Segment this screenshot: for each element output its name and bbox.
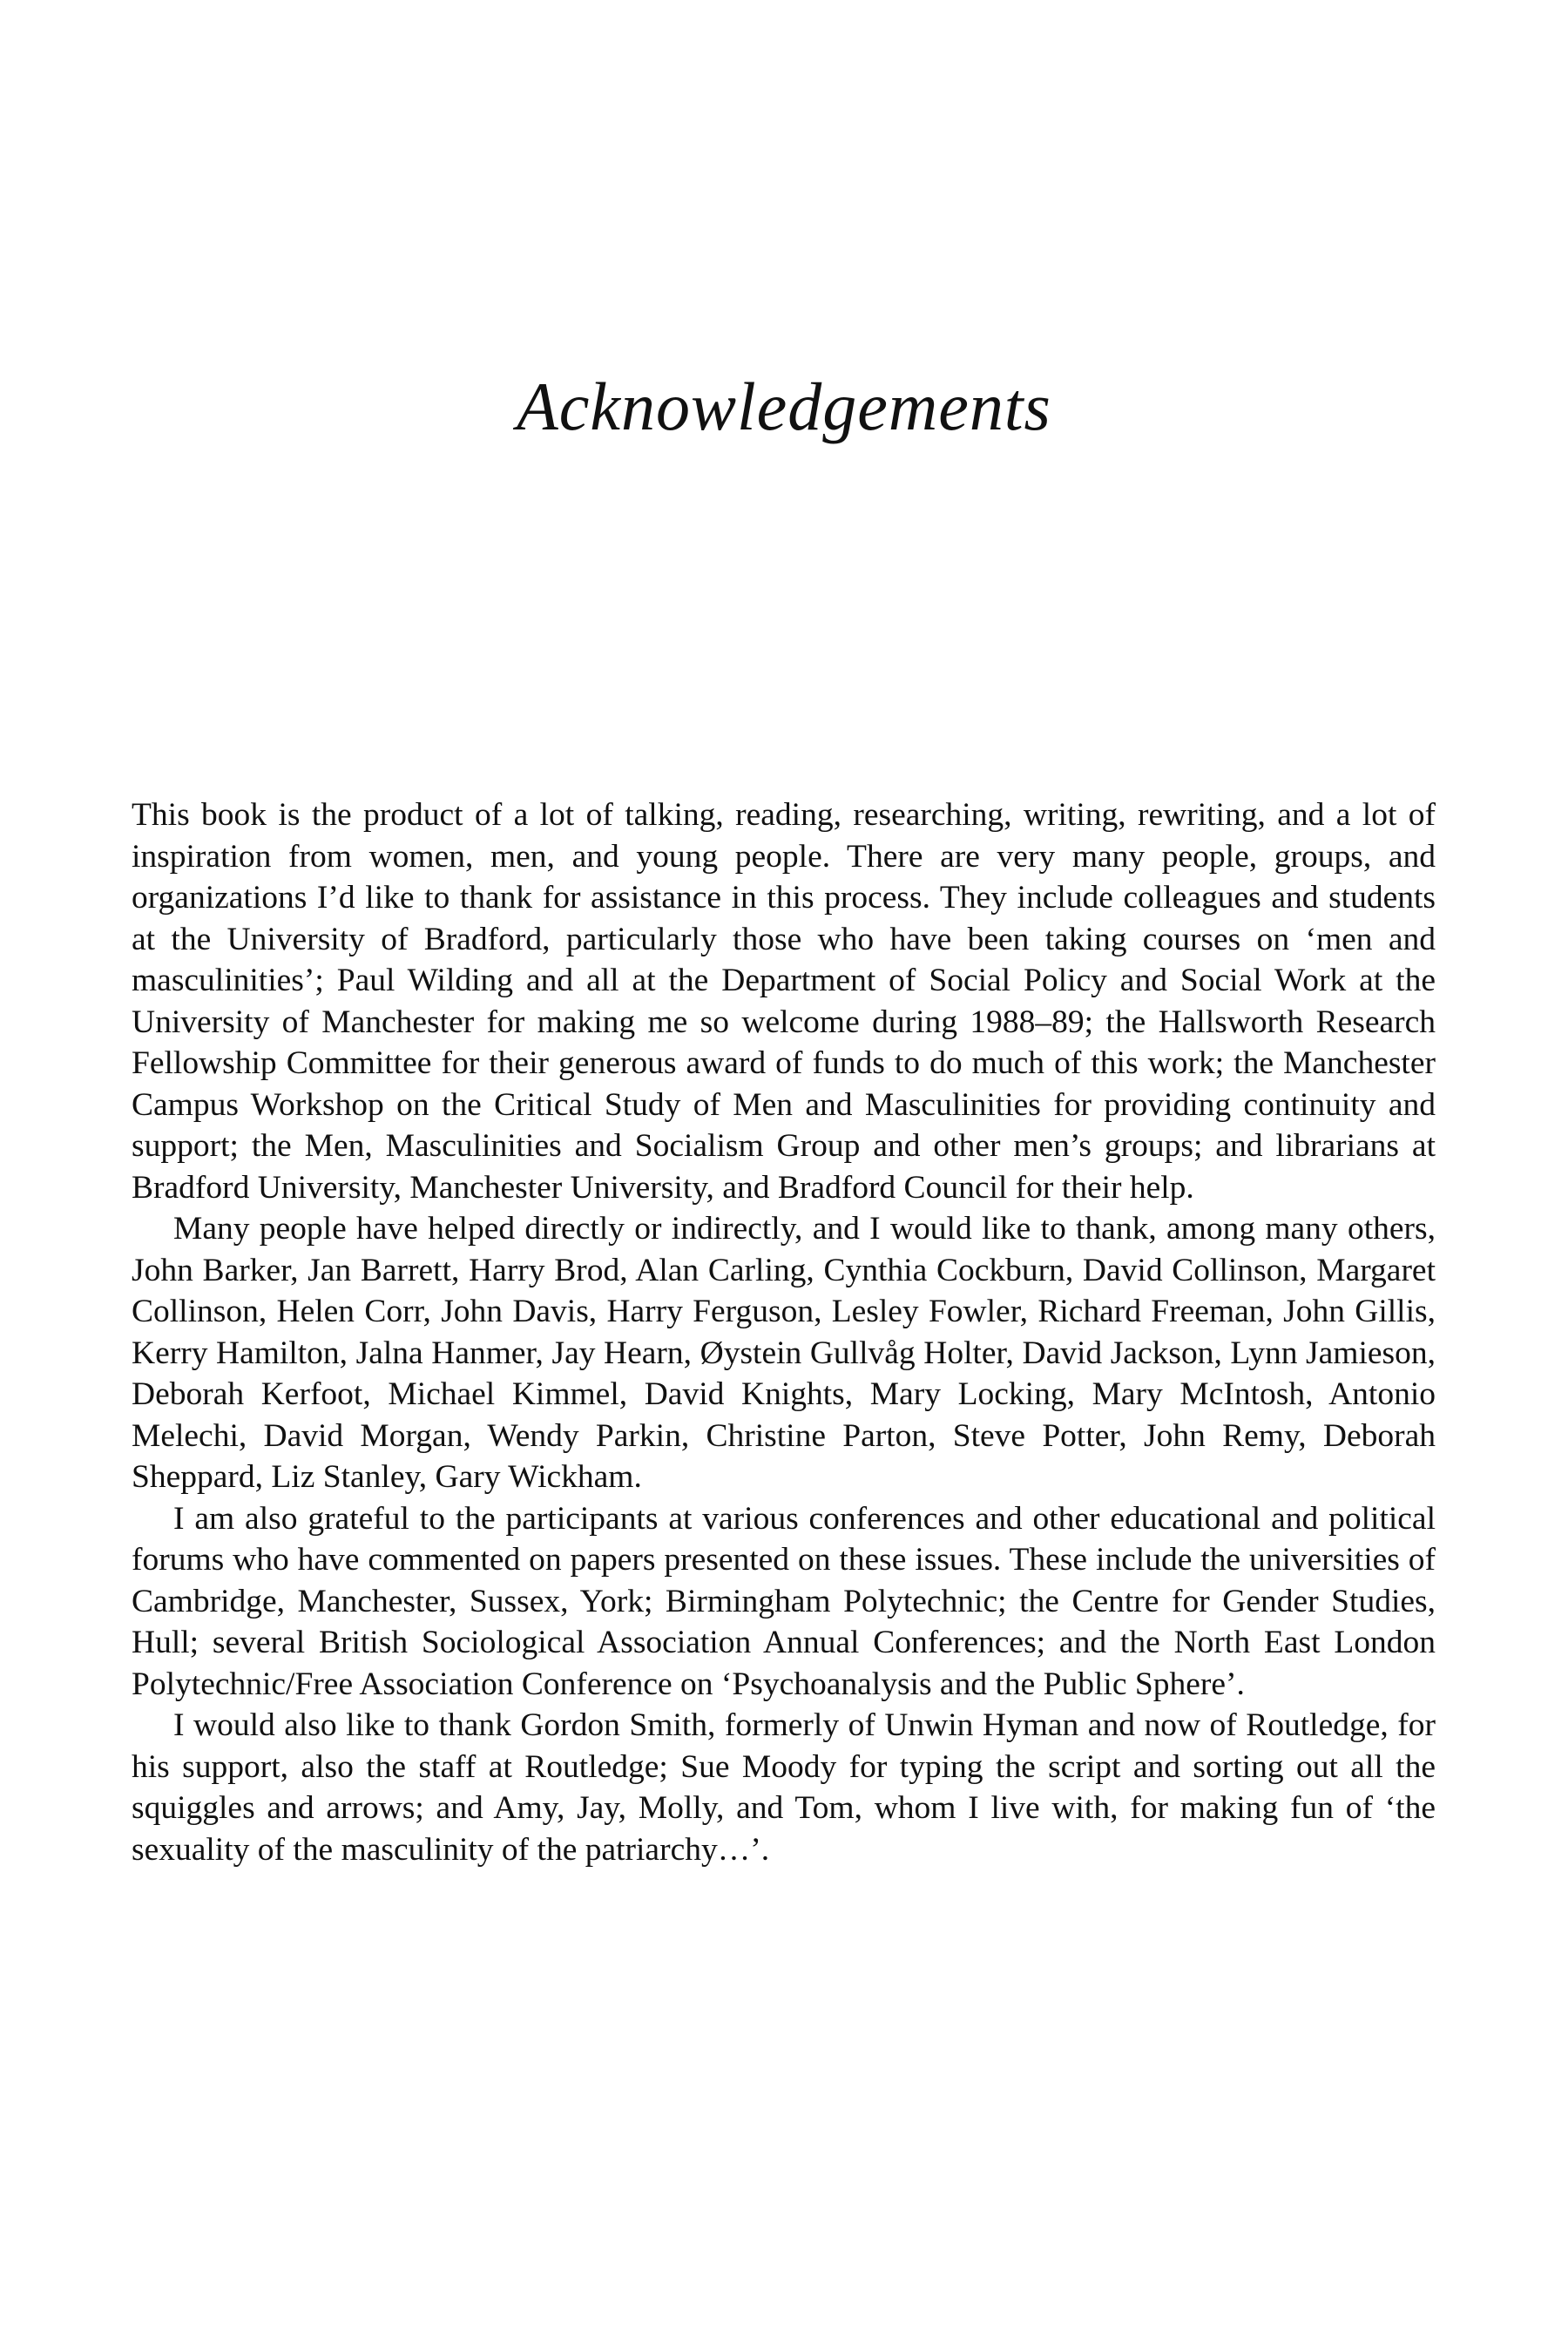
paragraph-institutions: This book is the product of a lot of talking, reading, researching, writing, rewriting, and a lot of inspiration from women, men, and young people. There are very many people, groups, and organizations I’d like to thank for assistance in this process. They include colleagues and students at the University of Bradford, particularly those who have been taking courses on ‘men and masculinities’; Paul Wilding and all at the Department of Social Policy and Social Work at the University of Manchester for making me so welcome during 1988–89; the Hallsworth Research Fellowship Committee for their generous award of funds to do much of this work; the Manchester Campus Workshop on the Critical Study of Men and Masculinities for providing continuity and support; the Men, Masculinities and Socialism Group and other men’s groups; and librarians at Bradford University, Manchester University, and Bradford Council for their help. (132, 797, 1436, 1206)
paragraph-people: Many people have helped directly or indirectly, and I would like to thank, among many others, John Barker, Jan Barrett, Harry Brod, Alan Carling, Cynthia Cockburn, David Collinson, Margaret Collinson, Helen Corr, John Davis, Harry Ferguson, Lesley Fowler, Richard Freeman, John Gillis, Kerry Hamilton, Jalna Hanmer, Jay Hearn, Øystein Gullvåg Holter, David Jackson, Lynn Jamieson, Deborah Kerfoot, Michael Kimmel, David Knights, Mary Locking, Mary McIntosh, Antonio Melechi, David Morgan, Wendy Parkin, Christine Parton, Steve Potter, John Remy, Deborah Sheppard, Liz Stanley, Gary Wickham. (132, 1211, 1436, 1495)
page-title: Acknowledgements (517, 368, 1051, 444)
acknowledgements-body (132, 794, 1436, 1870)
paragraph-publishers-family: I would also like to thank Gordon Smith, formerly of Unwin Hyman and now of Routledge, for his support, also the staff at Routledge; Sue Moody for typing the script and sorting out all the squiggles and arrows; and Amy, Jay, Molly, and Tom, whom I live with, for making fun of ‘the sexuality of the masculinity of the patriarchy…’. (132, 1707, 1436, 1868)
paragraph-conferences: I am also grateful to the participants at various conferences and other educational and political forums who have commented on papers presented on these issues. These include the universities of Cambridge, Manchester, Sussex, York; Birmingham Polytechnic; the Centre for Gender Studies, Hull; several British Sociological Association Annual Conferences; and the North East London Polytechnic/Free Association Conference on ‘Psychoanalysis and the Public Sphere’. (132, 1500, 1436, 1702)
